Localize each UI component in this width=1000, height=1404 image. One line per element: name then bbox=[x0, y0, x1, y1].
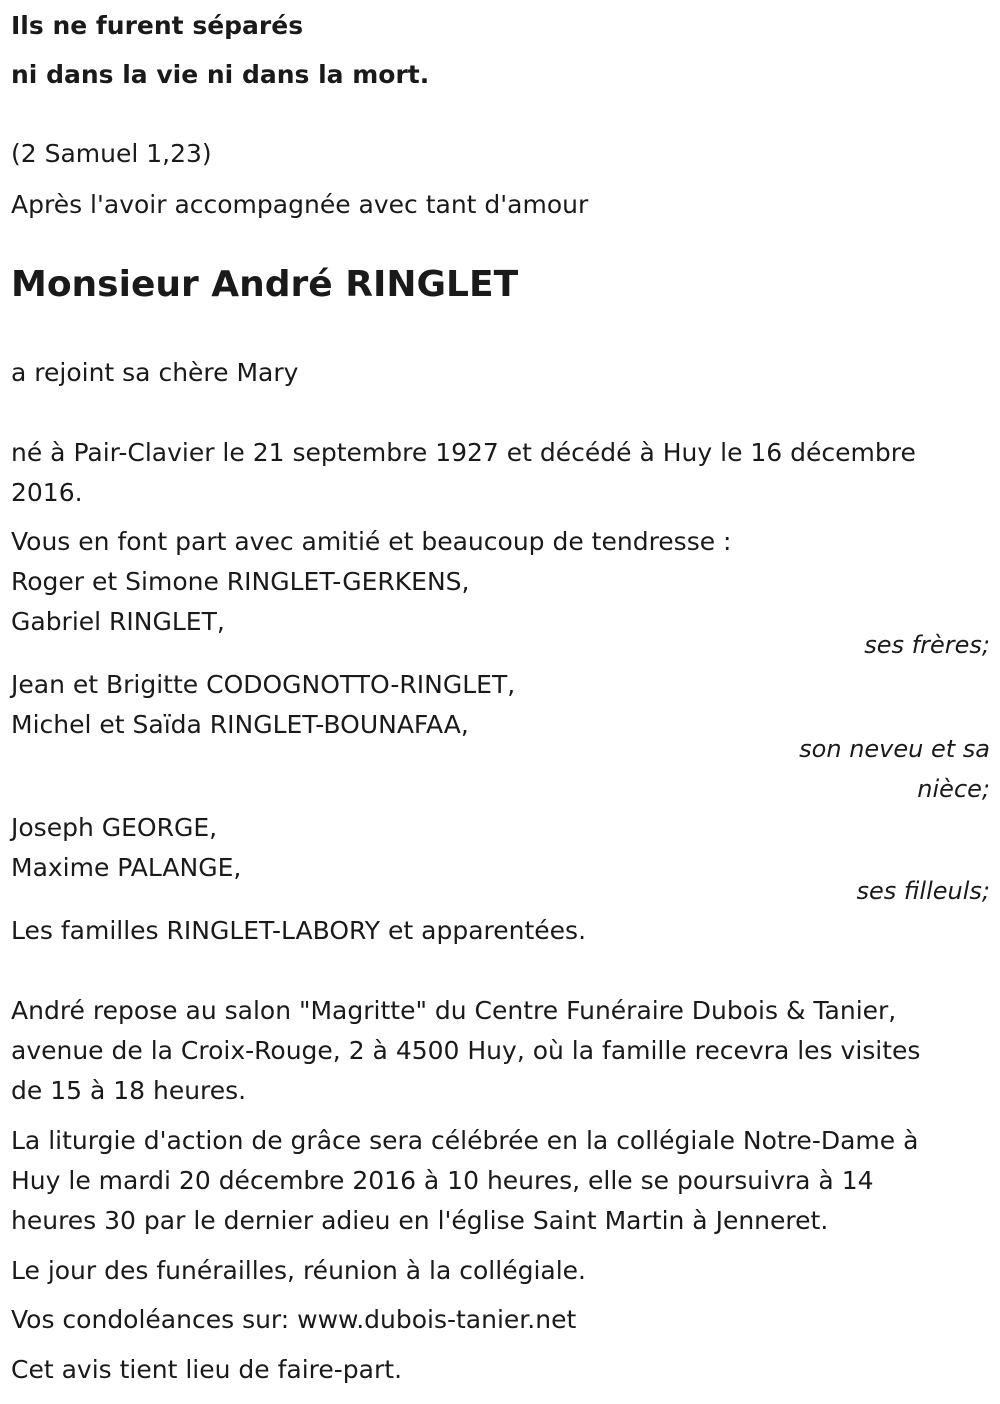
family-member: Joseph GEORGE, bbox=[11, 813, 218, 842]
family-member: Roger et Simone RINGLET-GERKENS, bbox=[11, 567, 470, 596]
notice-text: Cet avis tient lieu de faire-part. bbox=[11, 1355, 403, 1384]
families-text: Les familles RINGLET-LABORY et apparentées. bbox=[11, 916, 587, 945]
salon-line-3: de 15 à 18 heures. bbox=[11, 1076, 247, 1105]
family-member: Maxime PALANGE, bbox=[11, 853, 242, 882]
birth-death-line-1: né à Pair-Clavier le 21 septembre 1927 et décédé à Huy le 16 décembre bbox=[11, 438, 916, 467]
joined-text: a rejoint sa chère Mary bbox=[11, 358, 299, 387]
relation-label: nièce; bbox=[917, 775, 990, 803]
epigraph-reference: (2 Samuel 1,23) bbox=[11, 139, 212, 168]
family-member: Jean et Brigitte CODOGNOTTO-RINGLET, bbox=[11, 670, 516, 699]
relation-label: son neveu et sa bbox=[799, 735, 990, 763]
family-member: Michel et Saïda RINGLET-BOUNAFAA, bbox=[11, 710, 469, 739]
relation-label: ses frères; bbox=[864, 631, 990, 659]
epigraph-line-2: ni dans la vie ni dans la mort. bbox=[11, 60, 430, 89]
salon-line-2: avenue de la Croix-Rouge, 2 à 4500 Huy, où la famille recevra les visites bbox=[11, 1036, 921, 1065]
intro-text: Après l'avoir accompagnée avec tant d'amour bbox=[11, 190, 589, 219]
condolences-text: Vos condoléances sur: www.dubois-tanier.net bbox=[11, 1305, 577, 1334]
deceased-name: Monsieur André RINGLET bbox=[11, 264, 519, 305]
relation-label: ses filleuls; bbox=[856, 877, 990, 905]
epigraph-line-1: Ils ne furent séparés bbox=[11, 11, 304, 40]
family-member: Gabriel RINGLET, bbox=[11, 607, 225, 636]
meeting-text: Le jour des funérailles, réunion à la collégiale. bbox=[11, 1256, 586, 1285]
liturgy-line-3: heures 30 par le dernier adieu en l'église Saint Martin à Jenneret. bbox=[11, 1206, 829, 1235]
birth-death-line-2: 2016. bbox=[11, 478, 83, 507]
liturgy-line-1: La liturgie d'action de grâce sera célébrée en la collégiale Notre-Dame à bbox=[11, 1126, 919, 1155]
liturgy-line-2: Huy le mardi 20 décembre 2016 à 10 heures, elle se poursuivra à 14 bbox=[11, 1166, 874, 1195]
salon-line-1: André repose au salon "Magritte" du Centre Funéraire Dubois & Tanier, bbox=[11, 996, 897, 1025]
announcement-text: Vous en font part avec amitié et beaucoup de tendresse : bbox=[11, 527, 732, 556]
